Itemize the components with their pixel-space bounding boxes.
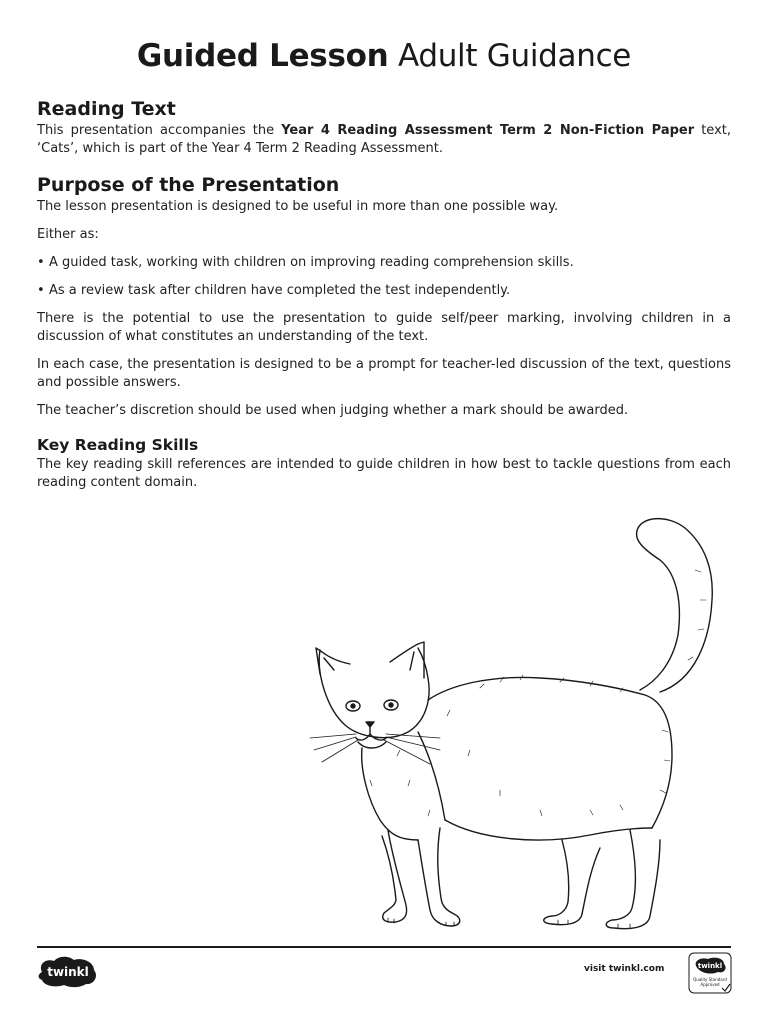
cat-back [428, 677, 672, 828]
cat-paw-toes [388, 918, 630, 928]
title-bold: Guided Lesson [136, 38, 389, 74]
logo-text: twinkl [47, 965, 89, 979]
purpose-paragraph-2: Either as: [37, 227, 99, 242]
cat-front-leg-left [382, 830, 407, 922]
bullet-item: • As a review task after children have completed the test independently. [37, 282, 731, 300]
key-skills-heading: Key Reading Skills [37, 436, 199, 454]
cat-tail [637, 519, 713, 692]
cat-nose [366, 722, 374, 727]
reading-text-heading: Reading Text [37, 98, 176, 120]
footer-divider [37, 946, 731, 948]
cat-fur-texture [370, 570, 706, 816]
intro-after: text, ‘Cats’, which is part of the Year 4 Term 2 Reading Assessment. [37, 123, 732, 156]
cat-back-leg-right [606, 830, 660, 929]
purpose-bullet-list [37, 254, 731, 272]
twinkl-logo[interactable] [36, 954, 100, 988]
purpose-bullet-list-2 [37, 282, 731, 300]
intro-before: This presentation accompanies the [37, 123, 282, 138]
purpose-paragraph-3: There is the potential to use the presentation to guide self/peer marking, involving children in a discussion of what constitutes an understanding of the text. [37, 311, 731, 344]
cat-back-leg-left [544, 840, 600, 925]
badge-line-2: Quality Standard [693, 977, 727, 982]
title-light: Adult Guidance [397, 38, 632, 74]
bullet-item: • A guided task, working with children on improving reading comprehension skills. [37, 254, 731, 272]
reading-text-intro [37, 122, 731, 158]
page-title [0, 38, 768, 74]
cat-ear-left [316, 648, 350, 674]
cat-front-leg-right [418, 828, 460, 926]
key-skills-paragraph: The key reading skill references are intended to guide children in how best to tackle questions from each reading content domain. [37, 457, 731, 490]
document-body [37, 96, 731, 492]
quality-standard-badge [688, 952, 732, 994]
cat-belly [445, 820, 652, 840]
cat-ear-right [390, 642, 424, 678]
purpose-paragraph-5: The teacher’s discretion should be used when judging whether a mark should be awarded. [37, 403, 629, 418]
purpose-paragraph-1: The lesson presentation is designed to be useful in more than one possible way. [37, 199, 559, 214]
purpose-heading: Purpose of the Presentation [37, 174, 340, 196]
purpose-paragraph-4: In each case, the presentation is designed to be a prompt for teacher-led discussion of the text, questions and possible answers. [37, 357, 731, 390]
visit-link[interactable]: visit twinkl.com [584, 964, 665, 974]
badge-line-3: Approved [700, 982, 720, 987]
cat-illustration [300, 510, 740, 940]
intro-bold: Year 4 Reading Assessment Term 2 Non-Fiction Paper [281, 123, 695, 138]
badge-logo-text: twinkl [697, 962, 723, 970]
